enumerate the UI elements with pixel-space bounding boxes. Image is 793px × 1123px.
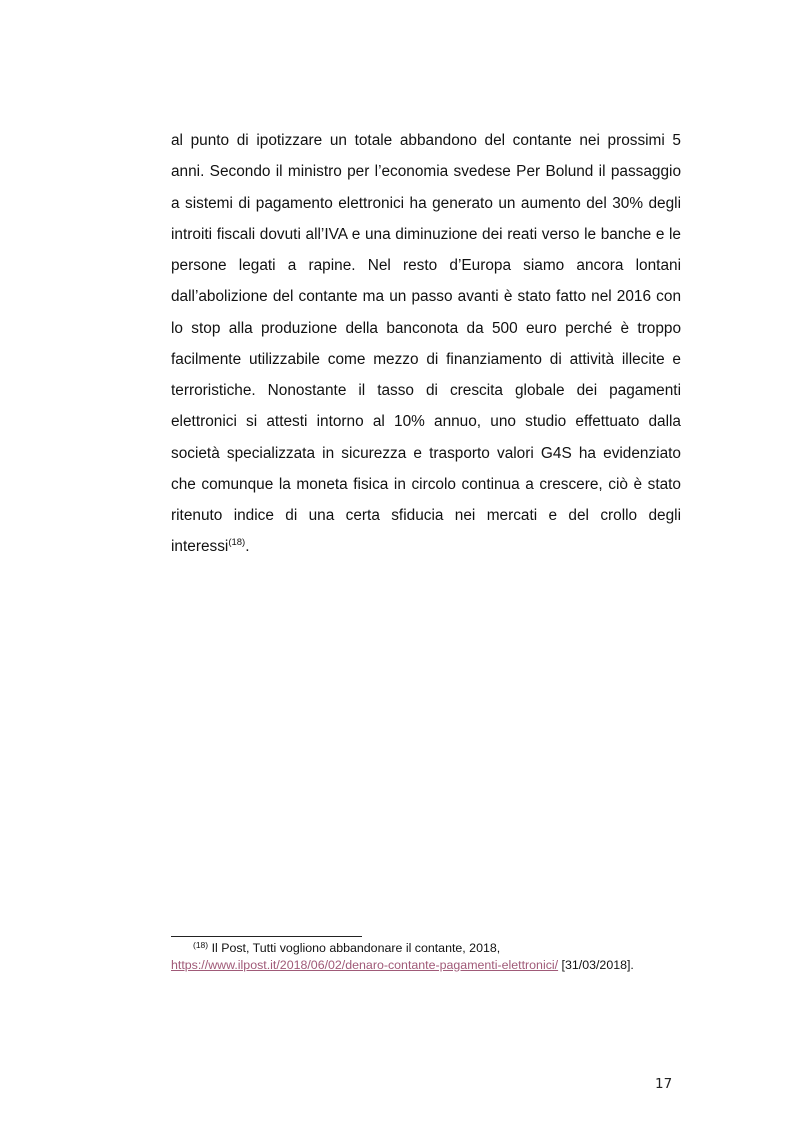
footnote-number: (18) <box>193 940 209 950</box>
footnote-first-line <box>171 940 691 957</box>
paragraph-text: al punto di ipotizzare un totale abbandono del contante nei prossimi 5 anni. Secondo il ministro per l’economia svedese Per Bolund il passaggio a sistemi di pagamento elettronici ha generato un aumento del 30% degli introiti fiscali dovuti all’IVA e una diminuzione dei reati verso le banche e le persone legati a rapine. Nel resto d’Europa siamo ancora lontani dall’abolizione del contante ma un passo avanti è stato fatto nel 2016 con lo stop alla produzione della banconota da 500 euro perché è troppo facilmente utilizzabile come mezzo di finanziamento di attività illecite e terroristiche. Nonostante il tasso di crescita globale dei pagamenti elettronici si attesti intorno al 10% annuo, uno studio effettuato dalla società specializzata in sicurezza e trasporto valori G4S ha evidenziato che comunque la moneta fisica in circolo continua a crescere, ciò è stato ritenuto indice di una certa sfiducia nei mercati e del crollo degli interessi <box>171 132 681 556</box>
footnote-citation: Il Post, Tutti vogliono abbandonare il contante, 2018, <box>208 941 501 955</box>
footnote-separator <box>171 936 362 937</box>
footnote-access-date: [31/03/2018]. <box>558 958 634 972</box>
footnote-link[interactable]: https://www.ilpost.it/2018/06/02/denaro-contante-pagamenti-elettronici/ <box>171 958 559 972</box>
footnote <box>171 940 691 974</box>
body-paragraph <box>171 125 681 563</box>
paragraph-end-punctuation: . <box>245 538 250 556</box>
footnote-second-line <box>171 957 691 974</box>
footnote-reference[interactable]: (18) <box>228 537 246 549</box>
page-number: 17 <box>655 1076 673 1092</box>
